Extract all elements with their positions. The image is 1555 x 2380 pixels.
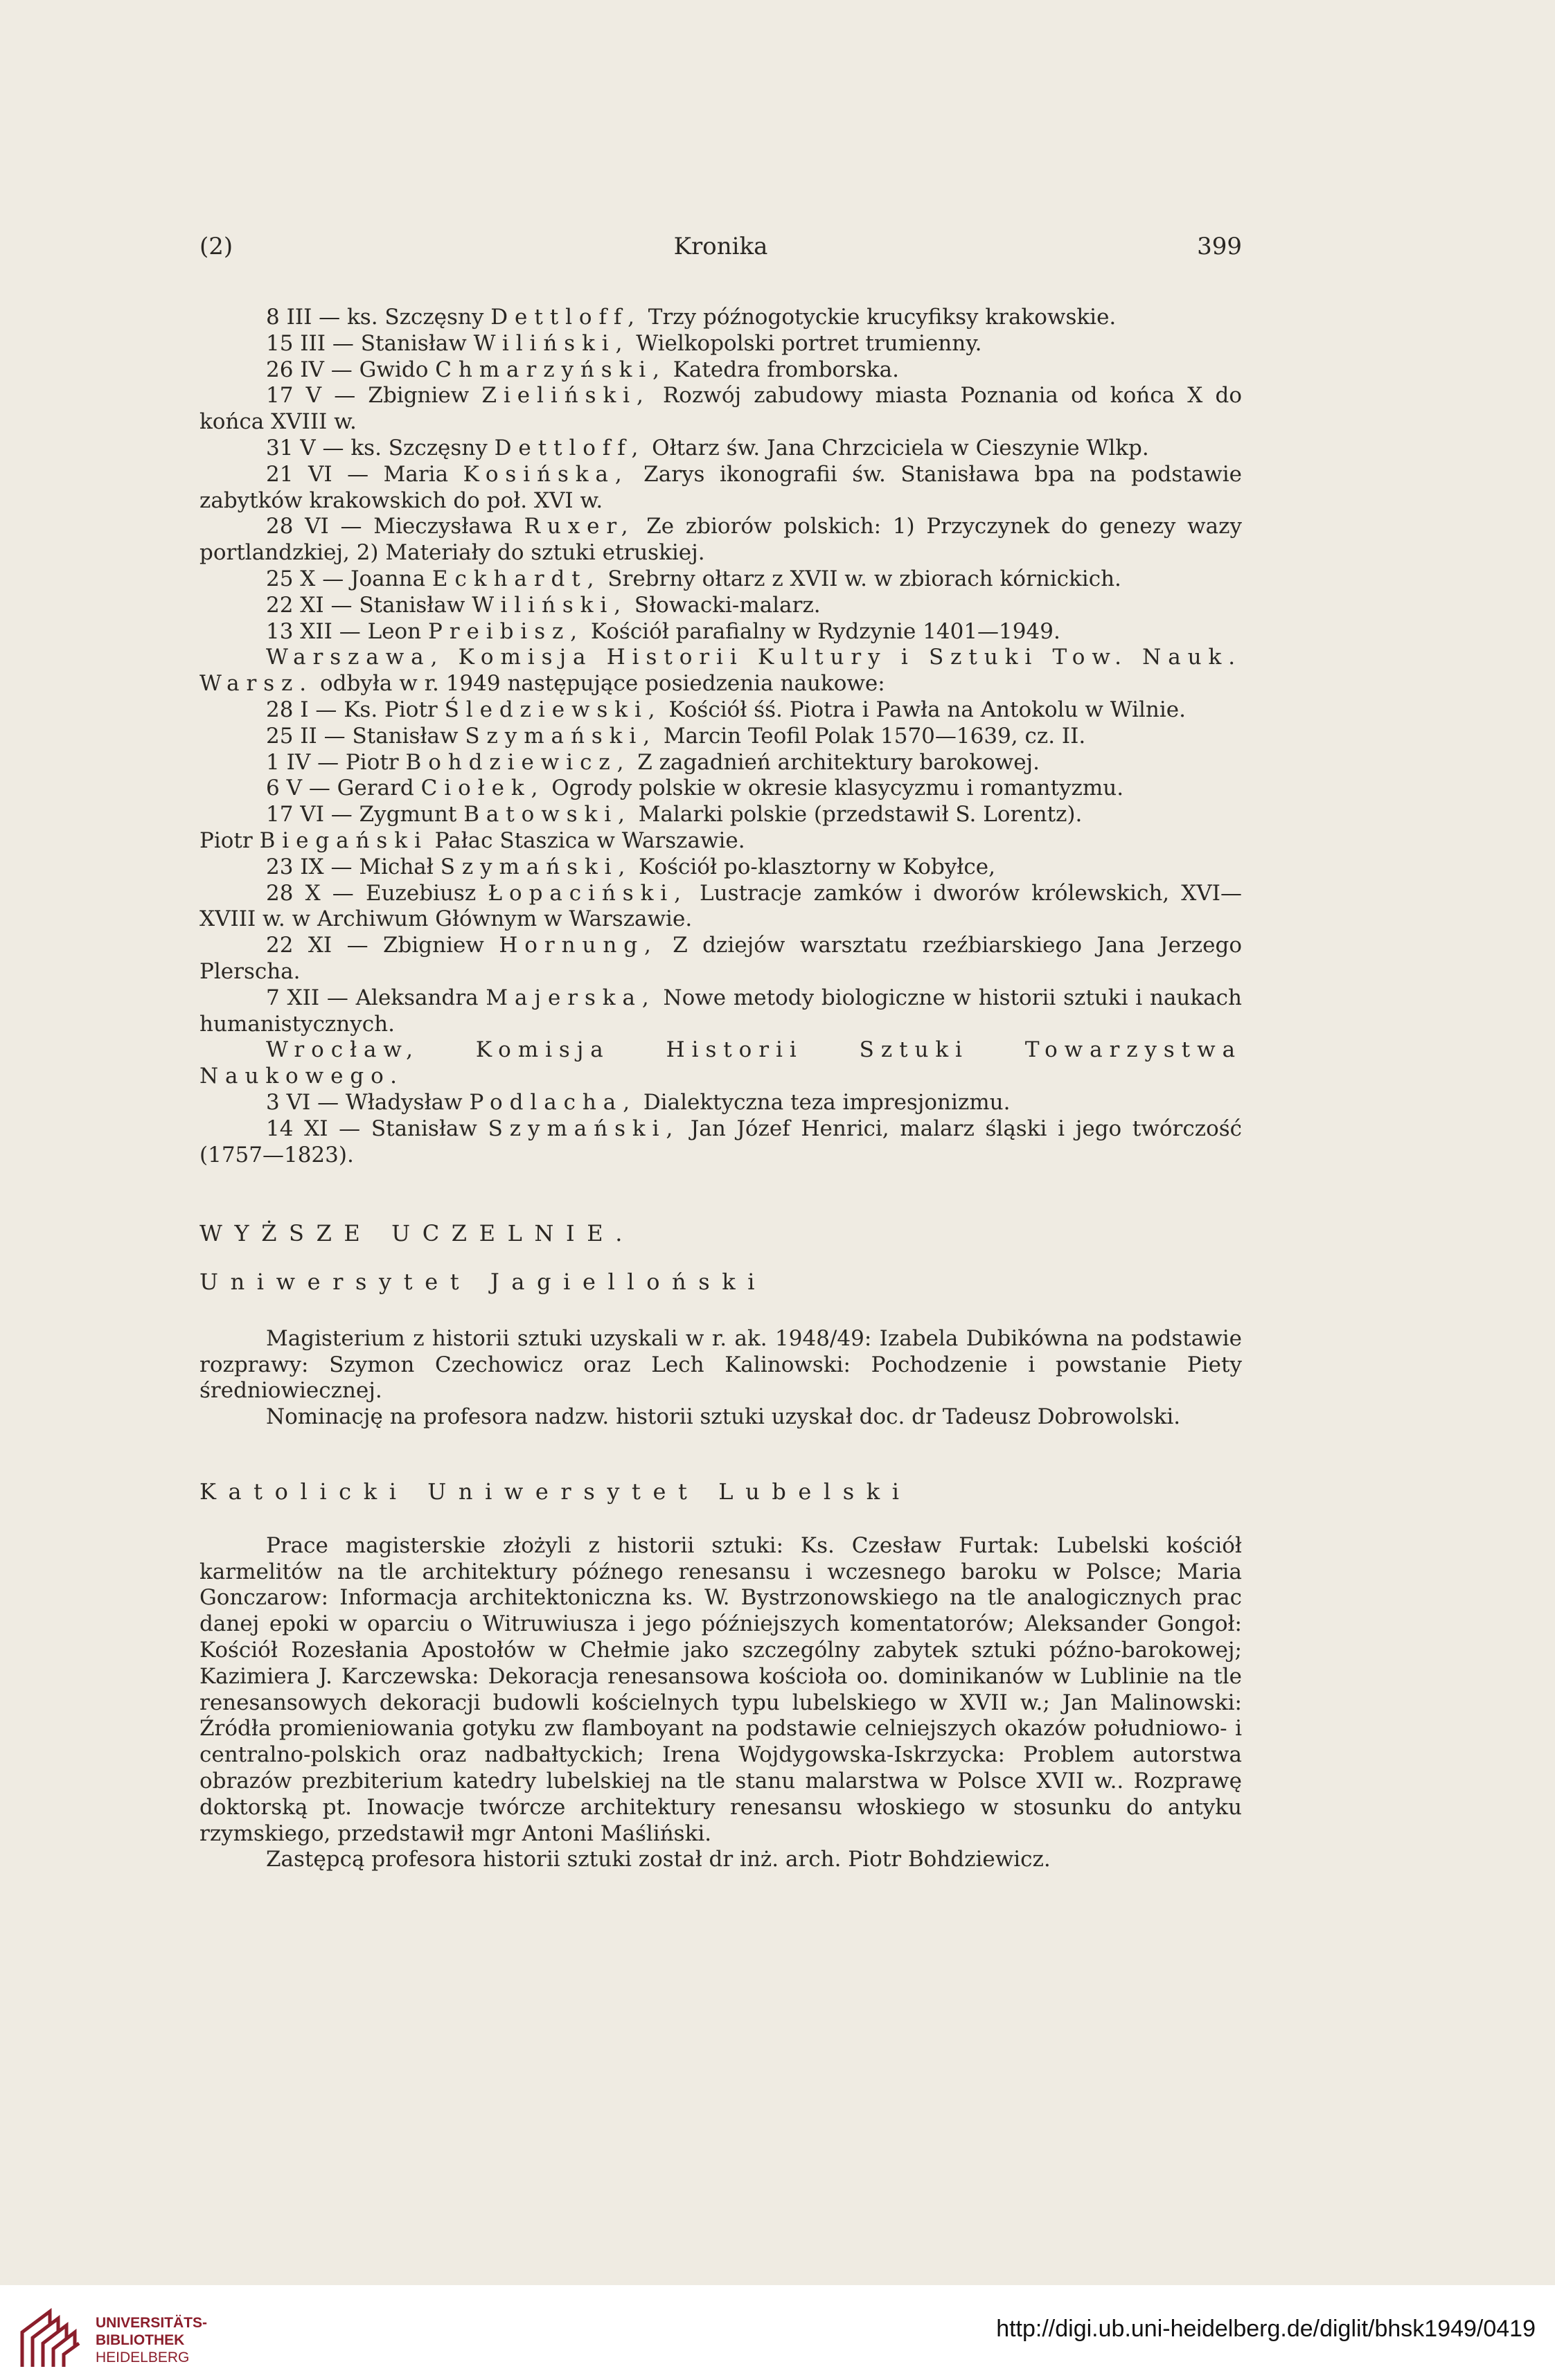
page-content — [199, 305, 1242, 1873]
paragraph: Zastępcą profesora historii sztuki został dr inż. arch. Piotr Bohdziewicz. — [266, 1847, 1051, 1872]
list-item: 15 III — Stanisław Wiliński, Wielkopolski portret trumienny. — [266, 330, 982, 356]
source-url-link[interactable]: http://digi.ub.uni-heidelberg.de/diglit/bhsk1949/0419 — [996, 2316, 1536, 2342]
page-header — [199, 233, 1242, 267]
heidelberg-library-logo-icon — [15, 2305, 85, 2374]
list-item: 3 VI — Władysław Podlacha, Dialektyczna teza impresjonizmu. — [266, 1089, 1011, 1115]
list-item: 22 XI — Stanisław Wiliński, Słowacki-malarz. — [266, 592, 821, 618]
list-item: 17 VI — Zygmunt Batowski, Malarki polskie (przedstawił S. Lorentz). — [266, 802, 1083, 827]
list-item: 8 III — ks. Szczęsny Dettloff, Trzy późnogotyckie krucyfiksy krakowskie. — [266, 305, 1117, 330]
list-item: 14 XI — Stanisław Szymański, Jan Józef Henrici, malarz śląski i jego twórczość (1757—1823). — [199, 1116, 1243, 1167]
subsection-heading: Uniwersytet Jagielloński — [199, 1269, 767, 1296]
paragraph: Nominację na profesora nadzw. historii sztuki uzyskał doc. dr Tadeusz Dobrowolski. — [266, 1404, 1181, 1430]
list-item: 13 XII — Leon Preibisz, Kościół parafialny w Rydzynie 1401—1949. — [266, 618, 1060, 644]
list-item: 22 XI — Zbigniew Hornung, Z dziejów warsztatu rzeźbiarskiego Jana Jerzego Plerscha. — [199, 933, 1242, 984]
warsaw-intro: Warszawa, Komisja Historii Kultury i Sztuki Tow. Nauk. Warsz. odbyła w r. 1949 następujące posiedzenia naukowe: — [199, 645, 1242, 697]
list-item: 23 IX — Michał Szymański, Kościół po-klasztorny w Kobyłce, — [266, 854, 995, 879]
list-item: 7 XII — Aleksandra Majerska, Nowe metody biologiczne w historii sztuki i naukach humanistycznych. — [199, 985, 1242, 1037]
list-item: 28 X — Euzebiusz Łopaciński, Lustracje zamków i dworów królewskich, XVI—XVIII w. w Archiwum Głównym w Warszawie. — [199, 880, 1242, 932]
paragraph: Prace magisterskie złożyli z historii sztuki: Ks. Czesław Furtak: Lubelski kościół karmelitów na tle architektury późnego renesansu i wczesnego baroku w Polsce; Maria Gonczarow: Informacja architektoniczna ks. W. Bystrzonowskiego na tle analogicznych prac danej epoki w oparciu o Witruwiusza i jego późniejszych komentatorów; Aleksander Gongoł: Kościół Rozesłania Apostołów w Chełmie jako szczególny zabytek sztuki późno-barokowej; Kazimiera J. Karczewska: Dekoracja renesansowa kościoła oo. dominikanów w Lublinie na tle renesansowych dekoracji budowli kościelnych typu lubelskiego w XVII w.; Jan Malinowski: Źródła promieniowania gotyku zw flamboyant na podstawie celniejszych okazów południowo- i centralno-polskich oraz nadbałtyckich; Irena Wojdygowska-Iskrzycka: Problem autorstwa obrazów prezbiterium katedry lubelskiej na tle stanu malarstwa w Polsce XVII w.. Rozprawę doktorską pt. Inowacje twórcze architektury renesansu włoskiego w stosunku do antyku rzymskiego, przedstawił mgr Antoni Maśliński. — [199, 1532, 1242, 1846]
list-item: 25 II — Stanisław Szymański, Marcin Teofil Polak 1570—1639, cz. II. — [266, 723, 1086, 749]
list-item: 25 X — Joanna Eckhardt, Srebrny ołtarz z XVII w. w zbiorach kórnickich. — [266, 566, 1121, 591]
header-title: Kronika — [673, 233, 768, 260]
wroclaw-intro: Wrocław, Komisja Historii Sztuki Towarzystwa Naukowego. — [199, 1037, 1242, 1089]
list-item: 17 V — Zbigniew Zieliński, Rozwój zabudowy miasta Poznania od końca X do końca XVIII w. — [199, 383, 1242, 435]
library-name: UNIVERSITÄTS- BIBLIOTHEK HEIDELBERG — [96, 2315, 208, 2365]
list-item: 31 V — ks. Szczęsny Dettloff, Ołtarz św. Jana Chrzciciela w Cieszynie Wlkp. — [266, 435, 1149, 460]
list-item: 26 IV — Gwido Chmarzyński, Katedra fromborska. — [266, 357, 899, 382]
footer-bar — [0, 2285, 1555, 2380]
list-item: 1 IV — Piotr Bohdziewicz, Z zagadnień architektury barokowej. — [266, 749, 1040, 775]
section-heading: WYŻSZE UCZELNIE. — [199, 1220, 635, 1247]
list-item: 28 VI — Mieczysława Ruxer, Ze zbiorów polskich: 1) Przyczynek do genezy wazy portlandzkiej, 2) Materiały do sztuki etruskiej. — [199, 514, 1243, 566]
page-number: 399 — [1197, 233, 1242, 260]
list-item: 21 VI — Maria Kosińska, Zarys ikonografii św. Stanisława bpa na podstawie zabytków krakowskich do poł. XVI w. — [199, 461, 1242, 513]
paragraph: Magisterium z historii sztuki uzyskali w r. ak. 1948/49: Izabela Dubikówna na podstawie rozprawy: Szymon Czechowicz oraz Lech Kalinowski: Pochodzenie i powstanie Piety średniowiecznej. — [199, 1325, 1242, 1404]
subsection-heading: Katolicki Uniwersytet Lubelski — [199, 1478, 912, 1505]
list-item: 6 V — Gerard Ciołek, Ogrody polskie w okresie klasycyzmu i romantyzmu. — [266, 776, 1124, 801]
header-section-number: (2) — [199, 233, 233, 260]
list-item: Piotr Biegański Pałac Staszica w Warszawie. — [199, 827, 745, 853]
list-item: 28 I — Ks. Piotr Śledziewski, Kościół śś. Piotra i Pawła na Antokolu w Wilnie. — [266, 697, 1186, 722]
